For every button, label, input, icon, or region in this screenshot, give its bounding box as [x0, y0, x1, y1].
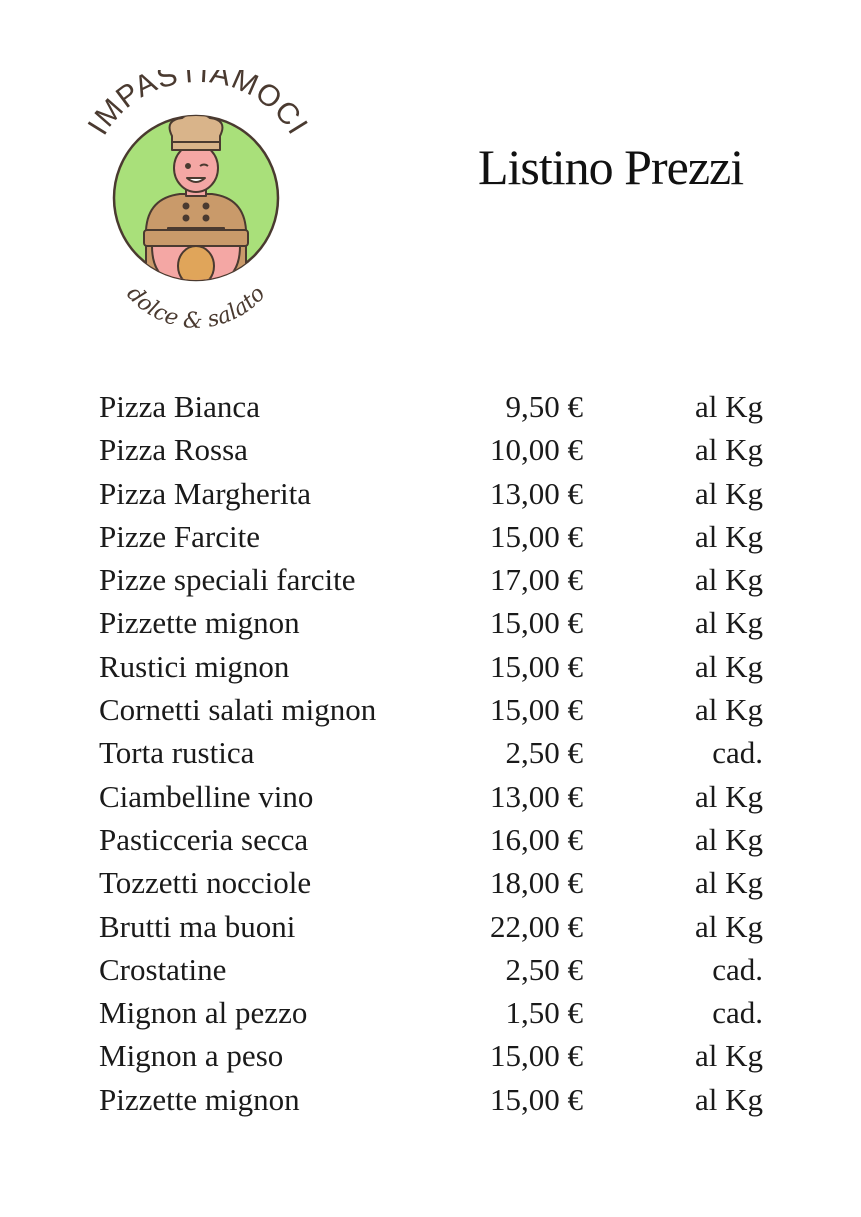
- item-unit: al Kg: [694, 778, 763, 814]
- list-item: [0, 385, 861, 428]
- item-price: 2,50 €: [505, 951, 583, 987]
- price-list: [0, 385, 861, 1121]
- item-price: 15,00 €: [490, 692, 583, 728]
- item-price: 13,00 €: [490, 475, 583, 511]
- brand-name: IMPASTIAMOCI: [81, 70, 315, 141]
- item-name: Pasticceria secca: [99, 821, 309, 857]
- item-unit: cad.: [712, 735, 763, 771]
- item-price: 15,00 €: [490, 1081, 583, 1117]
- item-unit: al Kg: [694, 908, 763, 944]
- item-price: 17,00 €: [490, 562, 583, 598]
- item-unit: al Kg: [694, 648, 763, 684]
- item-price: 15,00 €: [490, 605, 583, 641]
- item-price: 15,00 €: [490, 1038, 583, 1074]
- item-name: Pizze Farcite: [99, 518, 260, 554]
- list-item: [0, 948, 861, 991]
- item-price: 1,50 €: [505, 995, 583, 1031]
- item-unit: al Kg: [694, 432, 763, 468]
- item-name: Pizza Bianca: [99, 389, 260, 424]
- list-item: [0, 1078, 861, 1121]
- item-unit: al Kg: [694, 562, 763, 598]
- item-name: Ciambelline vino: [99, 778, 314, 814]
- list-item: [0, 991, 861, 1034]
- list-item: [0, 775, 861, 818]
- item-name: Mignon a peso: [99, 1038, 284, 1074]
- chef-baker-icon: [68, 70, 324, 340]
- item-name: Cornetti salati mignon: [99, 692, 377, 728]
- item-name: Mignon al pezzo: [99, 995, 308, 1031]
- item-unit: al Kg: [694, 1038, 763, 1074]
- list-item: [0, 861, 861, 904]
- item-name: Pizzette mignon: [99, 605, 300, 641]
- list-item: [0, 558, 861, 601]
- item-unit: al Kg: [694, 865, 763, 901]
- item-unit: al Kg: [694, 389, 763, 424]
- list-item: [0, 688, 861, 731]
- item-name: Pizza Margherita: [99, 475, 312, 511]
- item-unit: al Kg: [694, 518, 763, 554]
- item-price: 22,00 €: [490, 908, 583, 944]
- page-title: Listino Prezzi: [478, 139, 744, 195]
- item-name: Brutti ma buoni: [99, 908, 296, 944]
- brand-tagline: dolce & salato: [121, 281, 271, 334]
- item-price: 18,00 €: [490, 865, 583, 901]
- item-price: 13,00 €: [490, 778, 583, 814]
- list-item: [0, 428, 861, 471]
- list-item: [0, 1034, 861, 1077]
- item-price: 15,00 €: [490, 518, 583, 554]
- item-unit: al Kg: [694, 821, 763, 857]
- item-name: Crostatine: [99, 951, 227, 987]
- list-item: [0, 731, 861, 774]
- item-price: 2,50 €: [505, 735, 583, 771]
- item-price: 16,00 €: [490, 821, 583, 857]
- item-unit: cad.: [712, 951, 763, 987]
- item-price: 9,50 €: [505, 389, 583, 424]
- item-unit: al Kg: [694, 1081, 763, 1117]
- item-name: Rustici mignon: [99, 648, 290, 684]
- item-unit: al Kg: [694, 605, 763, 641]
- list-item: [0, 818, 861, 861]
- item-price: 15,00 €: [490, 648, 583, 684]
- list-item: [0, 472, 861, 515]
- item-price: 10,00 €: [490, 432, 583, 468]
- item-name: Pizza Rossa: [99, 432, 248, 468]
- item-name: Tozzetti nocciole: [99, 865, 312, 901]
- list-item: [0, 601, 861, 644]
- list-item: [0, 645, 861, 688]
- list-item: [0, 905, 861, 948]
- list-item: [0, 515, 861, 558]
- item-unit: al Kg: [694, 692, 763, 728]
- item-name: Pizzette mignon: [99, 1081, 300, 1117]
- item-unit: cad.: [712, 995, 763, 1031]
- item-unit: al Kg: [694, 475, 763, 511]
- item-name: Torta rustica: [99, 735, 255, 771]
- brand-logo: [68, 70, 324, 340]
- item-name: Pizze speciali farcite: [99, 562, 356, 598]
